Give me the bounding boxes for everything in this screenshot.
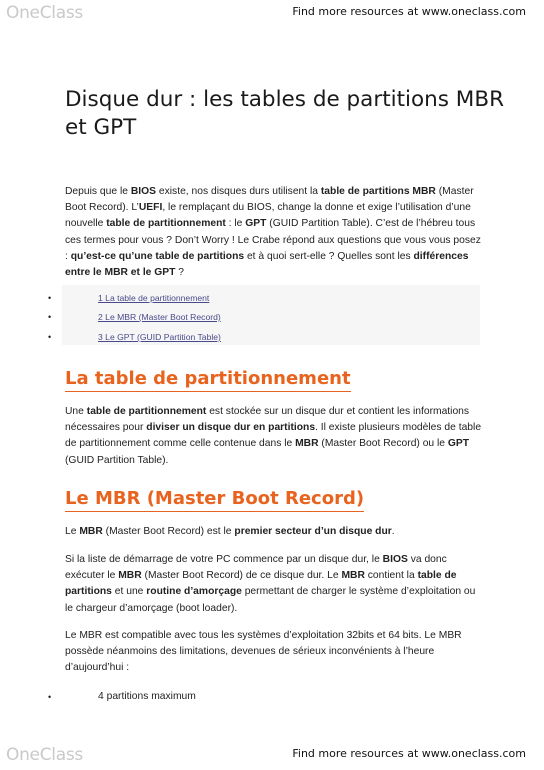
- page-footer: [0, 742, 544, 768]
- intro-paragraph: Depuis que le BIOS existe, nos disques durs utilisent la table de partitions MBR (Master Boot Record). L’UEFI, le remplaçant du BIOS, change la donne et exige l’utilisation d’une nouvelle table de partitionnement : le GPT (GUID Partition Table). C’est de l’hébreu tous ces termes pour vous ? Don’t Worry ! Le Crabe répond aux questions que vous vous posez : qu’est-ce qu’une table de partitions et à quoi sert-elle ? Quelles sont les différences entre le MBR et le GPT ?: [65, 186, 481, 279]
- document-title: Disque dur : les tables de partitions MBR et GPT: [65, 87, 505, 140]
- toc-item: [0, 289, 480, 307]
- oneclass-logo: OneClass: [6, 3, 83, 23]
- section1-paragraph: Une table de partitionnement est stockée sur un disque dur et contient les informations nécessaires pour diviser un disque dur en partitions. Il existe plusieurs modèles de table de partitionnement comme celle contenue dans le MBR (Master Boot Record) ou le GPT (GUID Partition Table).: [65, 406, 482, 466]
- toc-link-mbr[interactable]: 2 Le MBR (Master Boot Record): [98, 312, 221, 322]
- resources-link[interactable]: Find more resources at www.oneclass.com: [292, 747, 526, 760]
- section-heading-table-partitionnement: [65, 368, 351, 390]
- bullet: •: [48, 332, 52, 342]
- section-heading-text: La table de partitionnement: [65, 368, 351, 389]
- heading-underline: [65, 391, 351, 393]
- resources-link[interactable]: Find more resources at www.oneclass.com: [292, 5, 526, 18]
- bullet: •: [48, 312, 52, 322]
- toc-item: [0, 328, 480, 346]
- section-heading-mbr: [65, 488, 364, 510]
- page-header: [0, 0, 544, 26]
- heading-underline: [65, 511, 364, 513]
- mbr-paragraph-1: Le MBR (Master Boot Record) est le premier secteur d’un disque dur.: [65, 526, 395, 537]
- toc-item: [0, 308, 480, 326]
- list-item: [0, 688, 300, 706]
- bullet: •: [48, 692, 52, 702]
- oneclass-logo: OneClass: [6, 745, 83, 765]
- mbr-paragraph-3: Le MBR est compatible avec tous les systèmes d’exploitation 32bits et 64 bits. Le MBR possède néanmoins des limitations, devenues de sérieux inconvénients à l’heure d’aujourd’hui :: [65, 630, 462, 674]
- bullet: •: [48, 293, 52, 303]
- mbr-paragraph-2: Si la liste de démarrage de votre PC commence par un disque dur, le BIOS va donc exécuter le MBR (Master Boot Record) de ce disque dur. Le MBR contient la table de partitions et une routine d’amorçage permettant de charger le système d’exploitation ou le chargeur d’amorçage (boot loader).: [65, 554, 476, 614]
- toc-link-gpt[interactable]: 3 Le GPT (GUID Partition Table): [98, 332, 221, 342]
- toc-link-table-partitionnement[interactable]: 1 La table de partitionnement: [98, 293, 210, 303]
- section-heading-text: Le MBR (Master Boot Record): [65, 488, 365, 509]
- list-item-text: 4 partitions maximum: [98, 691, 196, 702]
